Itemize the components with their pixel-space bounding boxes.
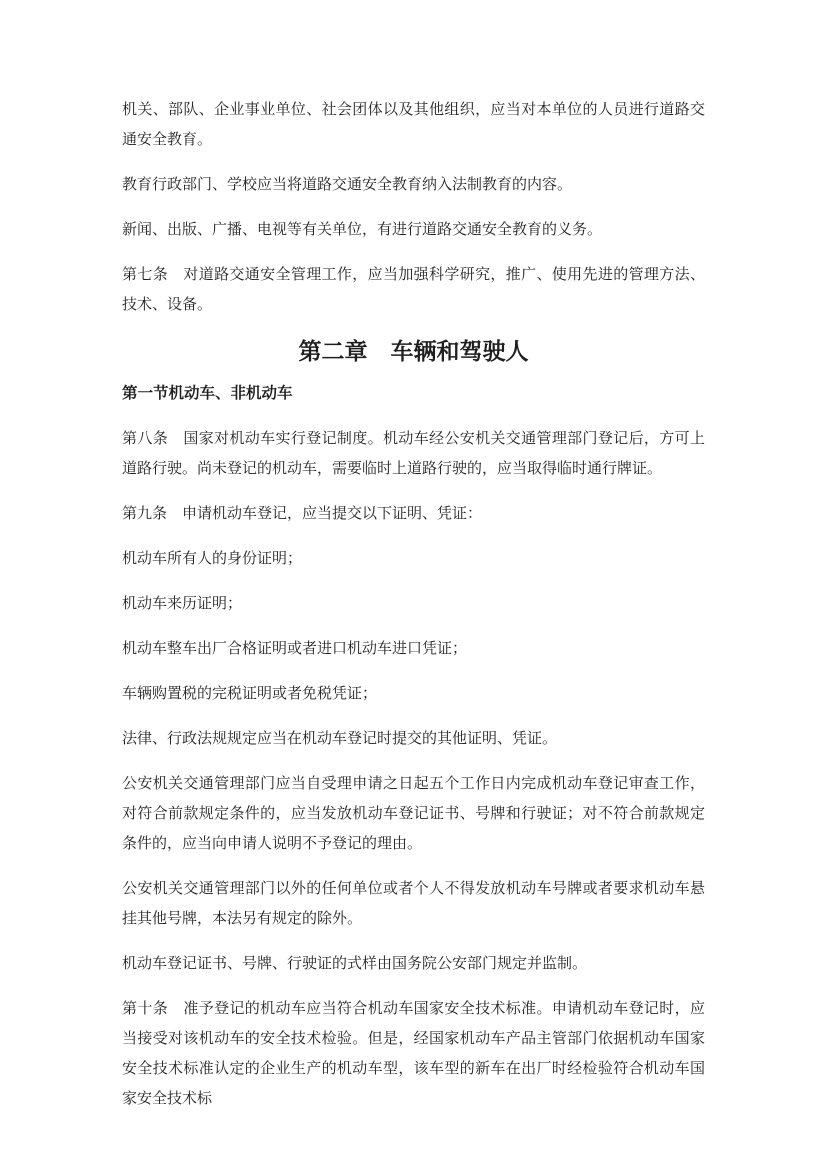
body-paragraph-article-7: 第七条 对道路交通安全管理工作，应当加强科学研究，推广、使用先进的管理方法、技术、设备。	[122, 267, 705, 313]
body-paragraph: 公安机关交通管理部门应当自受理申请之日起五个工作日内完成机动车登记审查工作，对符合前款规定条件的，应当发放机动车登记证书、号牌和行驶证；对不符合前款规定条件的，应当向申请人说明不予登记的理由。	[122, 776, 705, 852]
chapter-heading: 第二章 车辆和驾驶人	[298, 338, 529, 364]
body-paragraph-article-9: 第九条 申请机动车登记，应当提交以下证明、凭证：	[122, 506, 483, 522]
body-paragraph: 机动车整车出厂合格证明或者进口机动车进口凭证；	[122, 641, 468, 657]
body-paragraph: 机动车登记证书、号牌、行驶证的式样由国务院公安部门规定并监制。	[122, 956, 588, 972]
body-paragraph: 机关、部队、企业事业单位、社会团体以及其他组织，应当对本单位的人员进行道路交通安全教育。	[122, 102, 705, 148]
section-heading: 第一节机动车、非机动车	[122, 385, 293, 402]
body-paragraph: 新闻、出版、广播、电视等有关单位，有进行道路交通安全教育的义务。	[122, 222, 603, 238]
body-paragraph: 法律、行政法规规定应当在机动车登记时提交的其他证明、凭证。	[122, 731, 558, 747]
body-paragraph: 公安机关交通管理部门以外的任何单位或者个人不得发放机动车号牌或者要求机动车悬挂其他号牌，本法另有规定的除外。	[122, 881, 705, 927]
body-paragraph: 机动车所有人的身份证明；	[122, 551, 303, 567]
body-paragraph-article-10: 第十条 准予登记的机动车应当符合机动车国家安全技术标准。申请机动车登记时，应当接受对该机动车的安全技术检验。但是，经国家机动车产品主管部门依据机动车国家安全技术标准认定的企业生产的机动车型，该车型的新车在出厂时经检验符合机动车国家安全技术标	[122, 1001, 705, 1107]
body-paragraph: 教育行政部门、学校应当将道路交通安全教育纳入法制教育的内容。	[122, 177, 573, 193]
body-paragraph-article-8: 第八条 国家对机动车实行登记制度。机动车经公安机关交通管理部门登记后，方可上道路行驶。尚未登记的机动车，需要临时上道路行驶的，应当取得临时通行牌证。	[122, 431, 705, 477]
body-paragraph: 车辆购置税的完税证明或者免税凭证；	[122, 686, 378, 702]
body-paragraph: 机动车来历证明；	[122, 596, 243, 612]
